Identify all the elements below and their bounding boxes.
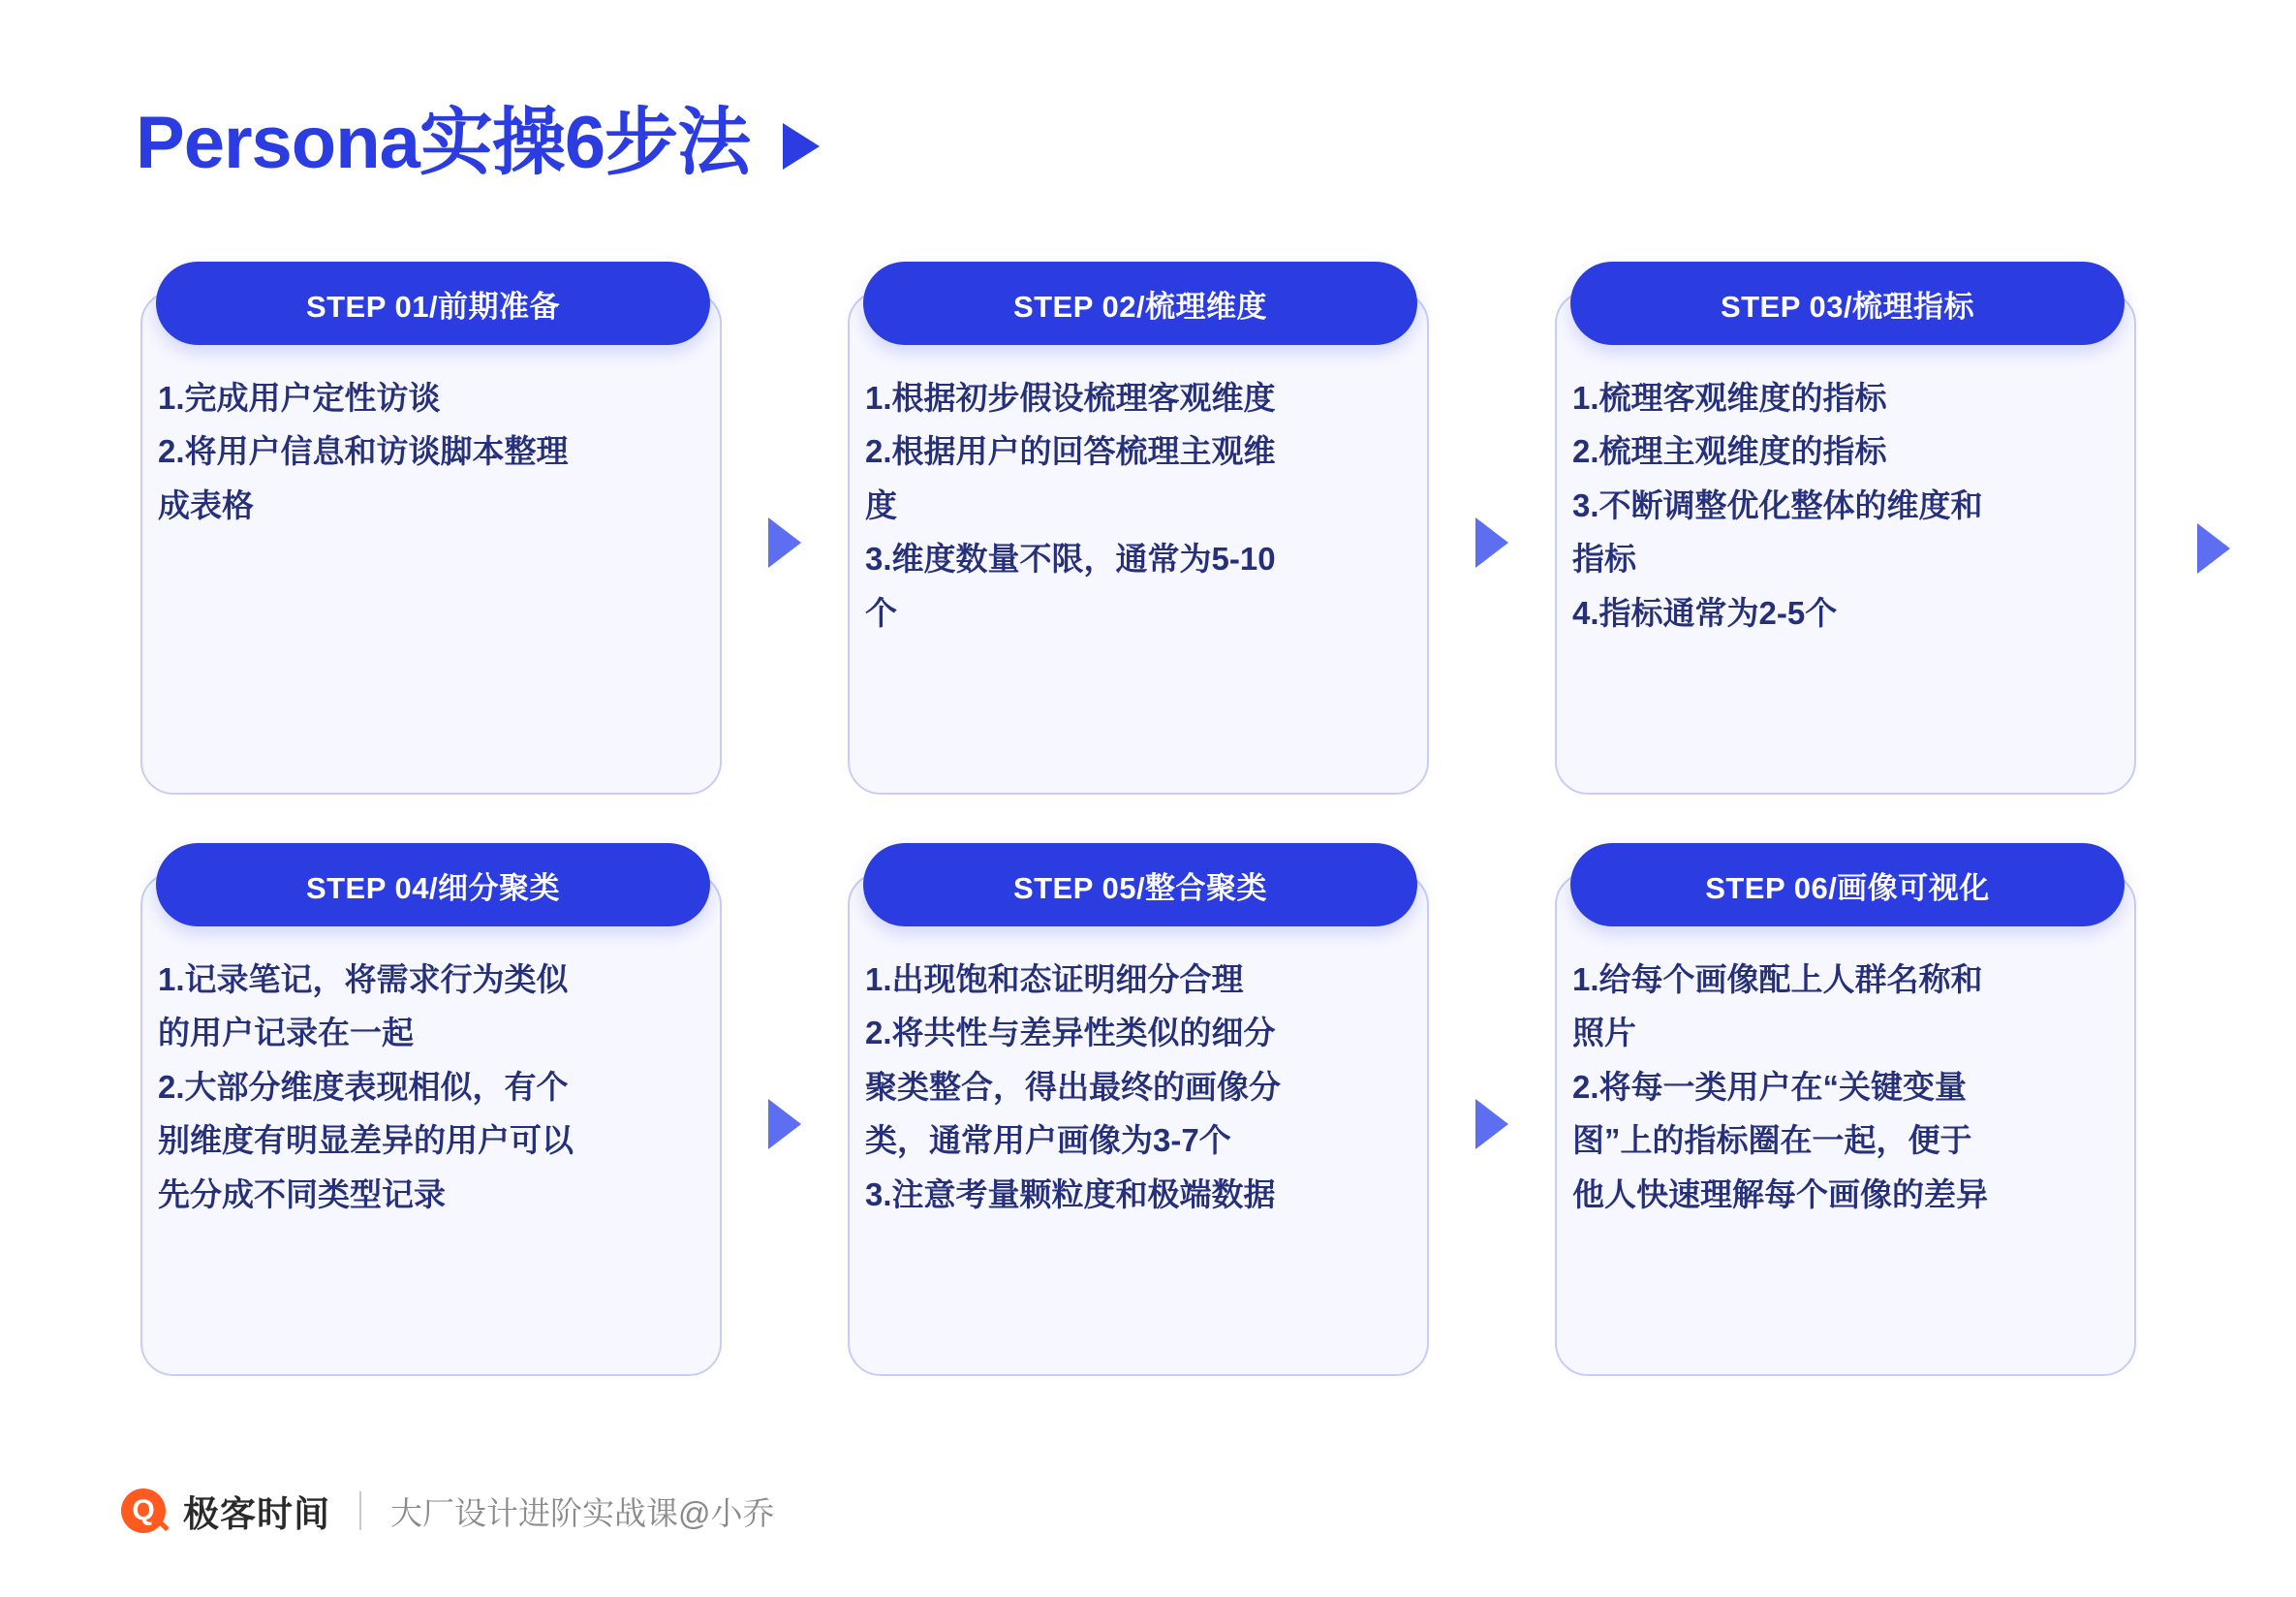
step-card-01-line-3: 成表格 bbox=[158, 486, 254, 523]
step-card-01-title: STEP 01/前期准备 bbox=[305, 289, 561, 324]
step-card-03-title: STEP 03/梳理指标 bbox=[1720, 289, 1975, 324]
step-card-04-line-1: 1.记录笔记，将需求行为类似 bbox=[158, 961, 569, 997]
step-card-05-header bbox=[863, 843, 1417, 926]
step-card-03-line-1: 1.梳理客观维度的指标 bbox=[1572, 380, 1887, 416]
logo-glyph: Q bbox=[132, 1494, 155, 1526]
step-card-01 bbox=[140, 291, 722, 795]
step-card-02 bbox=[848, 291, 1429, 795]
grid-gap bbox=[1429, 795, 1555, 872]
step-card-01-body bbox=[158, 372, 697, 533]
step-card-04 bbox=[140, 872, 722, 1376]
step-card-01-line-1: 1.完成用户定性访谈 bbox=[158, 380, 441, 416]
step-card-06 bbox=[1555, 872, 2136, 1376]
step-card-02-body bbox=[865, 372, 1404, 641]
step-card-05-title: STEP 05/整合聚类 bbox=[1012, 870, 1268, 905]
footer bbox=[121, 1485, 775, 1537]
right-triangle-icon bbox=[1475, 1099, 1508, 1149]
step-card-03 bbox=[1555, 291, 2136, 795]
right-triangle-icon bbox=[768, 1099, 801, 1149]
step-card-05-line-3: 聚类整合，得出最终的画像分 bbox=[865, 1068, 1281, 1105]
footer-subtitle: 大厂设计进阶实战课@小乔 bbox=[390, 1494, 775, 1531]
step-card-03-line-2: 2.梳理主观维度的指标 bbox=[1572, 433, 1887, 470]
step-card-05 bbox=[848, 872, 1429, 1376]
right-triangle-icon bbox=[768, 517, 801, 568]
logo-text: 极客时间 bbox=[183, 1494, 330, 1534]
step-card-04-line-5: 先分成不同类型记录 bbox=[158, 1175, 446, 1212]
flow-arrow-1 bbox=[722, 291, 848, 795]
step-card-02-line-4: 3.维度数量不限，通常为5-10 bbox=[865, 541, 1276, 578]
step-card-04-line-4: 别维度有明显差异的用户可以 bbox=[158, 1122, 574, 1159]
step-card-01-header bbox=[156, 262, 710, 345]
step-card-05-line-5: 3.注意考量颗粒度和极端数据 bbox=[865, 1175, 1276, 1212]
step-card-02-header bbox=[863, 262, 1417, 345]
step-card-06-body bbox=[1572, 954, 2111, 1222]
step-card-01-line-2: 2.将用户信息和访谈脚本整理 bbox=[158, 433, 569, 470]
step-card-05-line-2: 2.将共性与差异性类似的细分 bbox=[865, 1015, 1276, 1051]
step-card-02-line-3: 度 bbox=[865, 486, 897, 523]
step-card-02-line-2: 2.根据用户的回答梳理主观维 bbox=[865, 433, 1276, 470]
geekbang-logo-icon bbox=[121, 1488, 166, 1533]
flow-arrow-5-right-triangle-icon bbox=[2197, 523, 2230, 574]
page-title-text: Persona实操6步法 bbox=[136, 102, 751, 184]
step-card-05-line-1: 1.出现饱和态证明细分合理 bbox=[865, 961, 1244, 997]
step-card-02-title: STEP 02/梳理维度 bbox=[1012, 289, 1268, 324]
step-card-02-line-1: 1.根据初步假设梳理客观维度 bbox=[865, 380, 1276, 416]
flow-arrow-3 bbox=[722, 872, 848, 1376]
step-card-04-body bbox=[158, 954, 697, 1222]
step-card-06-line-4: 图”上的指标圈在一起，便于 bbox=[1572, 1122, 1972, 1159]
step-card-03-body bbox=[1572, 372, 2111, 641]
step-card-06-line-5: 他人快速理解每个画像的差异 bbox=[1572, 1175, 1988, 1212]
step-card-06-line-1: 1.给每个画像配上人群名称和 bbox=[1572, 961, 1983, 997]
step-card-03-header bbox=[1570, 262, 2125, 345]
step-card-06-line-2: 照片 bbox=[1572, 1015, 1636, 1051]
step-card-06-line-3: 2.将每一类用户在“关键变量 bbox=[1572, 1068, 1968, 1105]
footer-divider bbox=[359, 1491, 361, 1530]
grid-gap bbox=[722, 795, 848, 872]
flow-arrow-4 bbox=[1429, 872, 1555, 1376]
steps-grid bbox=[140, 291, 2165, 1376]
right-triangle-icon bbox=[1475, 517, 1508, 568]
step-card-03-line-4: 指标 bbox=[1572, 541, 1636, 578]
step-card-04-header bbox=[156, 843, 710, 926]
page-title bbox=[136, 102, 820, 184]
step-card-06-title: STEP 06/画像可视化 bbox=[1705, 870, 1990, 905]
step-card-04-line-2: 的用户记录在一起 bbox=[158, 1015, 414, 1051]
step-card-05-line-4: 类，通常用户画像为3-7个 bbox=[865, 1122, 1231, 1159]
step-card-03-line-5: 4.指标通常为2-5个 bbox=[1572, 594, 1838, 631]
step-card-05-body bbox=[865, 954, 1404, 1222]
step-card-06-header bbox=[1570, 843, 2125, 926]
play-triangle-icon bbox=[783, 123, 820, 170]
step-card-02-line-5: 个 bbox=[865, 594, 897, 631]
flow-arrow-2 bbox=[1429, 291, 1555, 795]
step-card-04-title: STEP 04/细分聚类 bbox=[305, 870, 561, 905]
step-card-04-line-3: 2.大部分维度表现相似，有个 bbox=[158, 1068, 569, 1105]
step-card-03-line-3: 3.不断调整优化整体的维度和 bbox=[1572, 486, 1983, 523]
